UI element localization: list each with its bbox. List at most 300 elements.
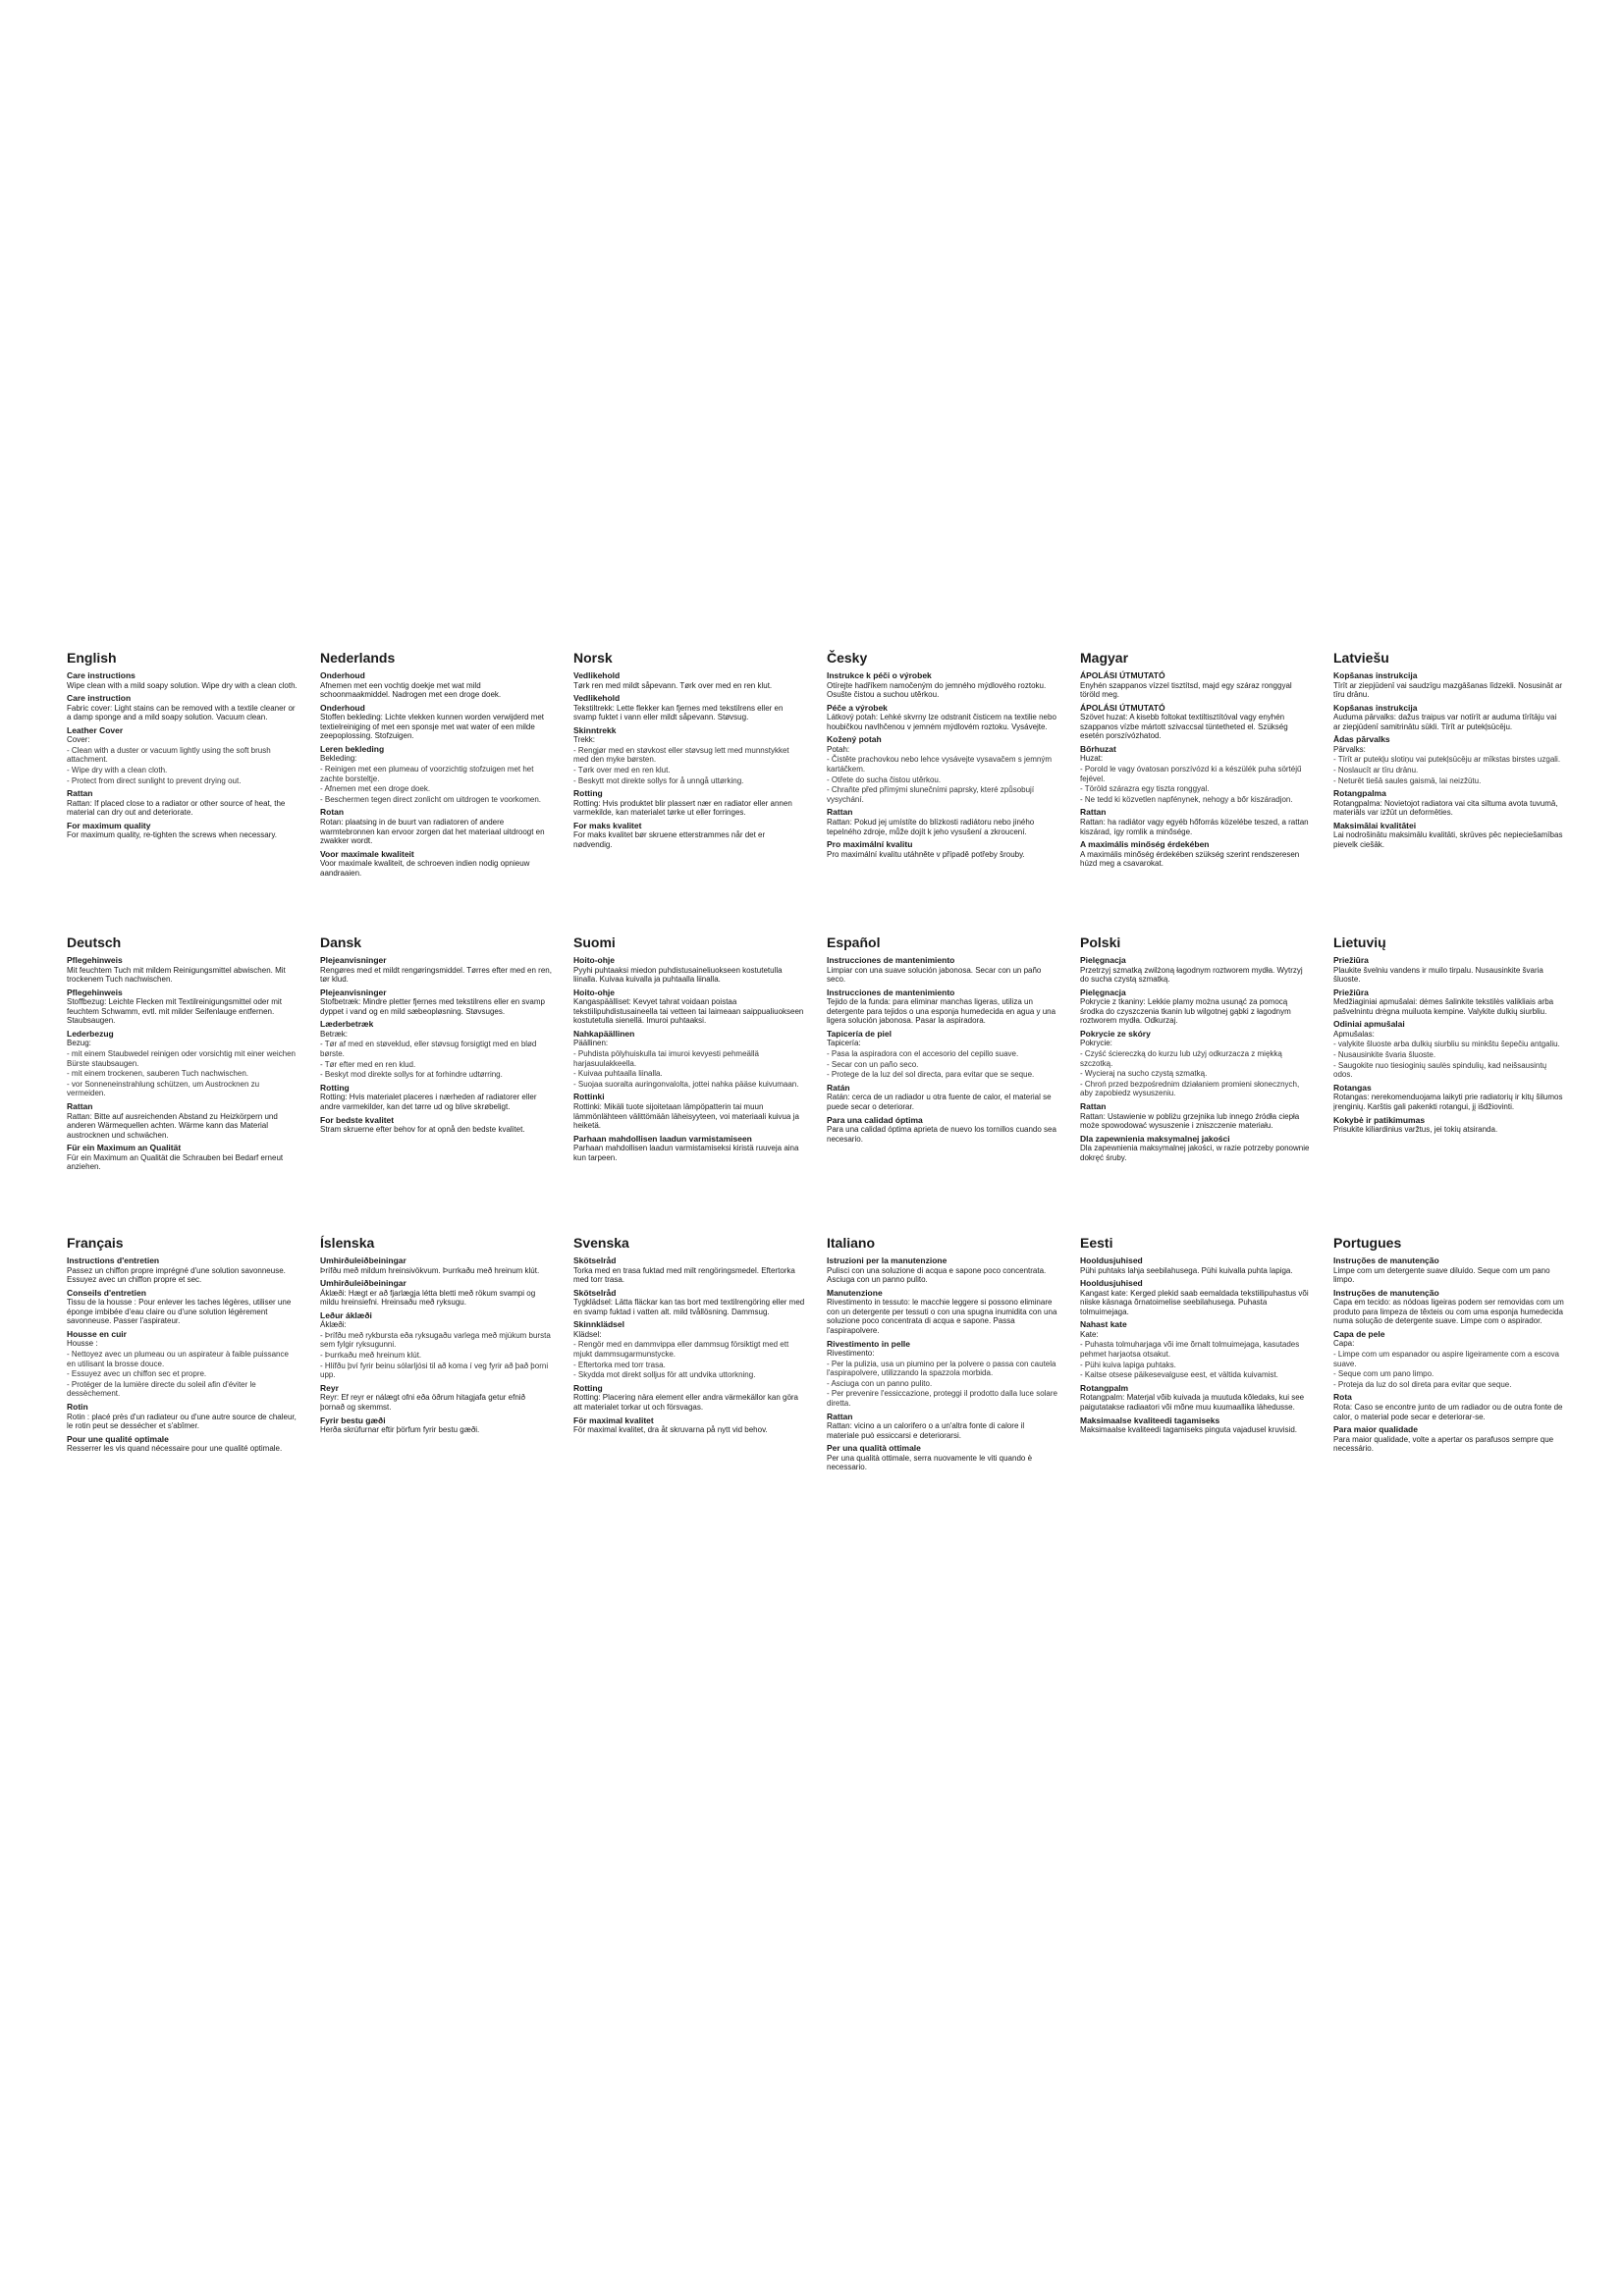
body-text: Limpe com um detergente suave diluído. Seque com um pano limpo. [1333, 1265, 1550, 1285]
body-text: Herða skrúfurnar eftir þörfum fyrir bestu gæði. [320, 1425, 480, 1435]
section-heading: Instruções de manutenção [1333, 1255, 1439, 1265]
care-section [1333, 734, 1565, 785]
bullet-line: - Wycieraj na sucho czystą szmatką. [1080, 1069, 1208, 1079]
body-text: Betræk: [320, 1029, 349, 1039]
care-section [1080, 703, 1312, 741]
language-heading: Español [827, 934, 881, 950]
body-text: Pulisci con una soluzione di acqua e sapone poco concentrata. Asciuga con un panno pulito. [827, 1265, 1047, 1285]
body-text: Ratán: cerca de un radiador u otra fuente de calor, el material se puede secar o deteriorar. [827, 1093, 1052, 1111]
body-text: Rattan: ha radiátor vagy egyéb hőforrás közelébe teszed, a rattan kiszárad, így romlik a minősége. [1080, 817, 1309, 836]
body-text: Fabric cover: Light stains can be removed with a textile cleaner or a damp sponge and a mild soapy solution. Vacuum clean. [67, 703, 296, 722]
language-block [573, 1235, 805, 1438]
section-heading: Priežiūra [1333, 987, 1369, 997]
section-heading: Care instruction [67, 693, 132, 704]
body-text: Rotangas: nerekomenduojama laikyti prie radiatorių ir kitų šilumos įrenginių. Karštis gali pakenkti rotangui, jį išdžiovinti. [1333, 1093, 1563, 1111]
section-heading: Rota [1333, 1392, 1352, 1403]
section-heading: Istruzioni per la manutenzione [827, 1255, 947, 1265]
bullet-line: - Limpe com um espanador ou aspire ligeiramente com a escova suave. [1333, 1350, 1559, 1368]
section-heading: Kokybė ir patikimumas [1333, 1114, 1426, 1125]
body-text: Stram skruerne efter behov for at opnå den bedste kvalitet. [320, 1125, 525, 1135]
care-section [1333, 1255, 1565, 1285]
body-text: Áklæði: [320, 1320, 347, 1330]
section-heading: Para maior qualidade [1333, 1424, 1418, 1435]
care-section [827, 1115, 1058, 1145]
section-heading: Pielęgnacja [1080, 955, 1126, 965]
section-heading: Lederbezug [67, 1028, 114, 1039]
care-section [67, 821, 298, 840]
section-heading: Maksimālai kvalitātei [1333, 820, 1417, 830]
care-section [1080, 839, 1312, 869]
bullet-line: - Suojaa suoralta auringonvalolta, jottei nahka pääse kuivumaan. [573, 1079, 799, 1089]
body-text: Rivestimento in tessuto: le macchie leggere si possono eliminare con un detergente per tessuti o con una spugna inumidita con una soluzione poco concentrata di acqua e sapone. Passa l'aspirapolvere. [827, 1298, 1057, 1335]
care-section [827, 1288, 1058, 1336]
care-section [320, 988, 552, 1017]
body-text: Apmušalas: [1333, 1029, 1375, 1039]
care-section [1333, 1019, 1565, 1079]
section-heading: Rattan [827, 807, 853, 818]
care-section [1333, 788, 1565, 818]
body-text: Capa: [1333, 1339, 1355, 1349]
care-section [320, 703, 552, 741]
care-section [320, 1310, 552, 1380]
section-heading: Instrucciones de mantenimiento [827, 955, 955, 965]
care-section [1333, 988, 1565, 1017]
care-section [573, 788, 805, 818]
section-heading: Para una calidad óptima [827, 1114, 923, 1125]
body-text: Tejido de la funda: para eliminar manchas ligeras, utiliza un detergente para tejidos o una esponja humedecida en agua y una ligera solución jabonosa. Pasar la aspiradora. [827, 997, 1056, 1026]
body-text: Maksimaalse kvaliteedi tagamiseks pinguta vajadusel kruvisid. [1080, 1425, 1297, 1435]
section-heading: Capa de pele [1333, 1328, 1385, 1339]
bullet-line: - Asciuga con un panno pulito. [827, 1378, 933, 1388]
bullet-line: - Puhasta tolmuharjaga või ime õrnalt tolmuimejaga, kasutades pehmet harjaotsa otsakut. [1080, 1340, 1300, 1360]
care-section [573, 1288, 805, 1317]
section-heading: For maks kvalitet [573, 820, 642, 830]
care-section [320, 744, 552, 804]
section-heading: Læderbetræk [320, 1019, 374, 1030]
language-heading: Svenska [573, 1235, 629, 1251]
language-block [573, 934, 805, 1165]
body-text: Szövet huzat: A kisebb foltokat textiltisztítóval vagy enyhén szappanos vízbe mártott szivaccsal tüntetheted el. Szükség esetén porszívózhatod. [1080, 713, 1288, 741]
body-text: Trekk: [573, 735, 595, 745]
body-text: Rotting: Placering nära element eller andra värmekällor kan göra att materialet torkar ut och försvagas. [573, 1393, 799, 1412]
body-text: Für ein Maximum an Qualität die Schrauben bei Bedarf erneut anziehen. [67, 1152, 284, 1172]
bullet-line: - Neturēt tiešā saules gaismā, lai neizžūtu. [1333, 775, 1482, 785]
language-block [320, 650, 552, 881]
section-heading: Dla zapewnienia maksymalnej jakości [1080, 1133, 1230, 1144]
language-block [67, 934, 298, 1175]
language-heading: Magyar [1080, 650, 1129, 666]
body-text: Stofbetræk: Mindre pletter fjernes med tekstilrens eller en svamp dyppet i vand og en mild sæbeopløsning. Støvsuges. [320, 997, 545, 1016]
section-heading: Umhirðuleiðbeiningar [320, 1255, 406, 1265]
section-heading: Bőrhuzat [1080, 743, 1116, 754]
bullet-line: - Nettoyez avec un plumeau ou un aspirateur à faible puissance en utilisant la brosse douce. [67, 1350, 289, 1368]
section-heading: Rattan [1080, 1101, 1107, 1112]
care-section [827, 839, 1058, 859]
bullet-line: - Beschermen tegen direct zonlicht om uitdrogen te voorkomen. [320, 794, 542, 804]
body-text: Cover: [67, 735, 90, 745]
care-section [1080, 670, 1312, 700]
bullet-line: - Proteja da luz do sol direta para evitar que seque. [1333, 1379, 1512, 1389]
section-heading: Leður áklæði [320, 1309, 372, 1320]
care-section [67, 788, 298, 818]
care-section [1333, 955, 1565, 985]
body-text: Päällinen: [573, 1039, 609, 1048]
bullet-line: - Secar con un paño seco. [827, 1059, 919, 1069]
bullet-line: - Per la pulizia, usa un piumino per la polvere o passa con cautela l'aspirapolvere, utilizzando la spazzola morbida. [827, 1359, 1056, 1378]
care-section [1333, 670, 1565, 700]
care-section [827, 988, 1058, 1026]
care-section [320, 1019, 552, 1079]
section-heading: For maximum quality [67, 820, 151, 830]
language-block [1080, 934, 1312, 1165]
care-section [573, 670, 805, 690]
bullet-line: - Reinigen met een plumeau of voorzichtig stofzuigen met het zachte borsteltje. [320, 765, 534, 783]
care-section [1333, 1329, 1565, 1389]
section-heading: Instrucciones de mantenimiento [827, 987, 955, 997]
section-heading: Rotin [67, 1402, 88, 1413]
care-section [1080, 988, 1312, 1026]
section-heading: Nahkapäällinen [573, 1028, 635, 1039]
care-section [827, 1412, 1058, 1441]
language-block [320, 1235, 552, 1438]
language-block [67, 650, 298, 843]
care-section [1080, 1134, 1312, 1163]
body-text: Klädsel: [573, 1329, 602, 1339]
body-text: Tygklädsel: Lätta fläckar kan tas bort med textilrengöring eller med en svamp fuktad i vatten alt. mild tvållösning. Dammsug. [573, 1298, 805, 1316]
body-text: Bezug: [67, 1039, 91, 1048]
care-section [1333, 1288, 1565, 1326]
section-heading: Skötselråd [573, 1255, 617, 1265]
body-text: Reyr: Ef reyr er nálægt ofni eða öðrum hitagjafa getur efnið þornað og skemmst. [320, 1393, 525, 1412]
care-section [1333, 703, 1565, 732]
language-block [1333, 650, 1565, 853]
care-section [573, 988, 805, 1026]
care-section [320, 955, 552, 985]
section-heading: Tapicería de piel [827, 1028, 892, 1039]
section-heading: Rotting [573, 1382, 603, 1393]
body-text: For maks kvalitet bør skruene etterstrammes når det er nødvendig. [573, 830, 766, 850]
care-section [827, 670, 1058, 700]
care-section [1333, 1083, 1565, 1112]
section-heading: Umhirðuleiðbeiningar [320, 1278, 406, 1289]
bullet-line: - Rengör med en dammvippa eller dammsug försiktigt med ett mjukt dammsugarmunstycke. [573, 1340, 789, 1360]
section-heading: Plejeanvisninger [320, 987, 387, 997]
body-text: Pokrycie: [1080, 1039, 1112, 1048]
section-heading: ÁPOLÁSI ÚTMUTATÓ [1080, 670, 1165, 680]
language-block [827, 650, 1058, 862]
care-section [1333, 1392, 1565, 1421]
care-section [67, 1402, 298, 1431]
section-heading: Rotting [320, 1082, 350, 1093]
care-section [573, 1029, 805, 1089]
section-heading: Pour une qualité optimale [67, 1433, 169, 1444]
language-heading: English [67, 650, 117, 666]
care-section [67, 1143, 298, 1172]
bullet-line: - mit einem trockenen, sauberen Tuch nachwischen. [67, 1069, 248, 1079]
section-heading: Hoito-ohje [573, 987, 616, 997]
bullet-line: - Clean with a duster or vacuum lightly using the soft brush attachment. [67, 745, 271, 765]
care-section [827, 1339, 1058, 1409]
care-section [67, 693, 298, 722]
section-heading: Onderhoud [320, 702, 365, 713]
bullet-line: - Per prevenire l'essiccazione, proteggi il prodotto dalla luce solare diretta. [827, 1389, 1057, 1409]
language-block [827, 1235, 1058, 1475]
care-section [1080, 1029, 1312, 1098]
bullet-line: - Tørk over med en ren klut. [573, 766, 671, 775]
section-heading: Fyrir bestu gæði [320, 1415, 386, 1425]
care-section [1080, 955, 1312, 985]
section-heading: Rattan [67, 1101, 93, 1112]
language-heading: Suomi [573, 934, 616, 950]
body-text: Rotting: Hvis produktet blir plassert nær en radiator eller annen varmekilde, kan materialet tørke ut eller forringes. [573, 798, 792, 818]
care-section [573, 1383, 805, 1413]
bullet-line: - Porold le vagy óvatosan porszívózd ki a készülék puha sörtéjű fejével. [1080, 765, 1302, 783]
bullet-line: - Saugokite nuo tiesioginių saulės spindulių, kad neišsausintų odos. [1333, 1060, 1547, 1080]
body-text: Pārvalks: [1333, 744, 1366, 754]
care-section [573, 1134, 805, 1163]
bullet-line: - Tør af med en støveklud, eller støvsug forsigtigt med en blød børste. [320, 1040, 537, 1059]
section-heading: Pokrycie ze skóry [1080, 1028, 1151, 1039]
body-text: Torka med en trasa fuktad med milt rengöringsmedel. Eftertorka med torr trasa. [573, 1265, 795, 1285]
body-text: Lai nodrošinātu maksimālu kvalitāti, skrūves pēc nepieciešamības pievelk ciešāk. [1333, 830, 1563, 850]
body-text: A maximális minőség érdekében szükség szerint rendszeresen húzd meg a csavarokat. [1080, 849, 1300, 869]
language-heading: Nederlands [320, 650, 396, 666]
language-heading: Lietuvių [1333, 934, 1386, 950]
body-text: Pro maximální kvalitu utáhněte v případě potřeby šrouby. [827, 849, 1025, 859]
language-block [1333, 934, 1565, 1138]
language-heading: Latviešu [1333, 650, 1389, 666]
section-heading: Hooldusjuhised [1080, 1255, 1143, 1265]
care-section [320, 807, 552, 845]
section-heading: Reyr [320, 1382, 339, 1393]
bullet-line: - Tør efter med en ren klud. [320, 1059, 416, 1069]
body-text: Plaukite švelniu vandens ir muilo tirpalu. Nusausinkite švaria šluoste. [1333, 965, 1543, 985]
care-section [827, 1255, 1058, 1285]
body-text: Potah: [827, 744, 850, 754]
section-heading: Leren bekleding [320, 743, 385, 754]
body-text: Látkový potah: Lehké skvrny lze odstranit čisticem na textilie nebo houbičkou navlhčenou v jemném mýdlovém roztoku. Vysávejte. [827, 713, 1056, 731]
bullet-line: - Kuivaa puhtaalla liinalla. [573, 1069, 663, 1079]
body-text: Dla zapewnienia maksymalnej jakości, w razie potrzeby ponownie dokręć śruby. [1080, 1144, 1310, 1162]
bullet-line: - Protéger de la lumière directe du soleil afin d'éviter le dessèchement. [67, 1379, 256, 1399]
section-heading: A maximális minőség érdekében [1080, 839, 1210, 850]
section-heading: For bedste kvalitet [320, 1114, 395, 1125]
body-text: Rengøres med et mildt rengøringsmiddel. Tørres efter med en ren, tør klud. [320, 965, 552, 985]
section-heading: Instructions d'entretien [67, 1255, 160, 1265]
bullet-line: - Protege de la luz del sol directa, para evitar que se seque. [827, 1070, 1035, 1080]
body-text: Tīrīt ar ziepjūdenī vai saudzīgu mazgāšanas līdzekli. Nosusināt ar tīru drānu. [1333, 680, 1563, 700]
section-heading: Rattan [67, 788, 93, 799]
body-text: Rattan: If placed close to a radiator or other source of heat, the material can dry out and deteriorate. [67, 798, 286, 818]
language-block [1080, 1235, 1312, 1438]
care-section [1080, 1383, 1312, 1413]
care-section [1080, 1415, 1312, 1435]
body-text: Kate: [1080, 1329, 1099, 1339]
care-section [827, 1029, 1058, 1080]
care-section [67, 988, 298, 1026]
section-heading: Pflegehinweis [67, 955, 123, 965]
section-heading: Voor maximale kwaliteit [320, 848, 414, 859]
section-heading: Vedlikehold [573, 693, 621, 704]
bullet-line: - valykite šluoste arba dulkių siurbliu su minkštu šepečiu antgaliu. [1333, 1040, 1560, 1049]
body-text: Rivestimento: [827, 1349, 875, 1359]
care-section [67, 670, 298, 690]
section-heading: Pflegehinweis [67, 987, 123, 997]
body-text: Resserrer les vis quand nécessaire pour une qualité optimale. [67, 1444, 283, 1454]
care-section [573, 1092, 805, 1130]
language-heading: Polski [1080, 934, 1121, 950]
body-text: Medžiaginiai apmušalai: dėmes šalinkite tekstilės valikliais arba pašvelnintu drėgna muiluota kempine. Valykite dulkių siurbliu. [1333, 997, 1554, 1016]
bullet-line: - Þrífðu með rykbursta eða ryksugaðu varlega með mjúkum bursta sem fylgir ryksugunni. [320, 1330, 551, 1350]
body-text: Kangaspäälliset: Kevyet tahrat voidaan poistaa tekstiilipuhdistusaineella tai vetteen tai laimeaan saippualiuokseen kostutetulla sienellä. Imuroi puhtaaksi. [573, 997, 804, 1026]
language-heading: Česky [827, 650, 868, 666]
body-text: Þrífðu með mildum hreinsivökvum. Þurrkaðu með hreinum klút. [320, 1265, 540, 1275]
section-heading: Instrukce k péči o výrobek [827, 670, 932, 680]
section-heading: ÁPOLÁSI ÚTMUTATÓ [1080, 702, 1165, 713]
body-text: Passez un chiffon propre imprégné d'une solution savonneuse. Essuyez avec un chiffon propre et sec. [67, 1265, 286, 1285]
section-heading: Rattan [827, 1411, 853, 1421]
bullet-line: - Otřete do sucha čistou utěrkou. [827, 774, 942, 784]
body-text: Voor maximale kwaliteit, de schroeven indien nodig opnieuw aandraaien. [320, 859, 530, 878]
body-text: Stoffen bekleding: Lichte vlekken kunnen worden verwijderd met textielreiniging of met een sponsje met wat water of een milde zeepoplossing. Stofzuigen. [320, 713, 544, 741]
section-heading: Odiniai apmušalai [1333, 1019, 1405, 1030]
language-block [573, 650, 805, 853]
language-block [67, 1235, 298, 1457]
section-heading: Für ein Maximum an Qualität [67, 1143, 182, 1153]
body-text: Rattan: Ustawienie w pobliżu grzejnika lub innego źródła ciepła może spowodować wysuszenie i zniszczenie materiału. [1080, 1111, 1300, 1131]
body-text: Przetrzyj szmatką zwilżoną łagodnym roztworem mydła. Wytrzyj do sucha czystą szmatką. [1080, 965, 1303, 985]
bullet-line: - mit einem Staubwedel reinigen oder vorsichtig mit einer weichen Bürste staubsaugen. [67, 1049, 296, 1068]
care-section [320, 1083, 552, 1112]
section-heading: Vedlikehold [573, 670, 621, 680]
bullet-line: - Pasa la aspiradora con el accesorio del cepillo suave. [827, 1049, 1019, 1059]
body-text: Auduma pārvalks: dažus traipus var notīrīt ar auduma tīrītāju vai ar ziepjūdenī samitrinātu sūkli. Tīrīt ar putekļsūcēju. [1333, 713, 1557, 731]
body-text: Tissu de la housse : Pour enlever les taches légères, utiliser une éponge imbibée d'eau claire ou d'une solution légèrement savonneuse. Passer l'aspirateur. [67, 1298, 292, 1326]
bullet-line: - Noslaucīt ar tīru drānu. [1333, 766, 1419, 775]
care-section [573, 1255, 805, 1285]
care-section [320, 1415, 552, 1435]
section-heading: Ratán [827, 1082, 850, 1093]
care-section [827, 1083, 1058, 1112]
care-section [67, 955, 298, 985]
body-text: For maximum quality, re-tighten the screws when necessary. [67, 830, 278, 840]
body-text: Stoffbezug: Leichte Flecken mit Textilreinigungsmittel oder mit feuchtem Schwamm, evtl. mit milder Seifenlauge entfernen. Staubsaugen. [67, 997, 282, 1026]
body-text: Pühi puhtaks lahja seebilahusega. Pühi kuivalla puhta lapiga. [1080, 1265, 1293, 1275]
section-heading: Rotangas [1333, 1082, 1372, 1093]
care-section [573, 693, 805, 722]
bullet-line: - Chroń przed bezpośrednim działaniem promieni słonecznych, aby zapobiedz wysuszeniu. [1080, 1079, 1300, 1098]
care-section [67, 1029, 298, 1098]
bullet-line: - Čistěte prachovkou nebo lehce vysávejte vysavačem s jemným kartáčkem. [827, 755, 1052, 774]
section-heading: Per una qualità ottimale [827, 1443, 921, 1454]
body-text: Otírejte hadříkem namočeným do jemného mýdlového roztoku. Osušte čistou a suchou utěrkou. [827, 680, 1047, 700]
body-text: Mit feuchtem Tuch mit mildem Reinigungsmittel abwischen. Mit trockenem Tuch nachwischen. [67, 965, 286, 985]
section-heading: Manutenzione [827, 1287, 883, 1298]
section-heading: Pro maximální kvalitu [827, 839, 913, 850]
section-heading: Kopšanas instrukcija [1333, 702, 1418, 713]
body-text: Tørk ren med mildt såpevann. Tørk over med en ren klut. [573, 680, 773, 690]
language-heading: Íslenska [320, 1235, 375, 1251]
section-heading: Skinnklädsel [573, 1319, 624, 1330]
care-section [1080, 1255, 1312, 1275]
section-heading: Ādas pārvalks [1333, 734, 1390, 745]
section-heading: Péče a výrobek [827, 702, 888, 713]
body-text: Housse : [67, 1339, 98, 1349]
care-section [827, 955, 1058, 985]
section-heading: Parhaan mahdollisen laadun varmistamiseen [573, 1133, 752, 1144]
language-heading: Italiano [827, 1235, 876, 1251]
care-section [573, 1319, 805, 1379]
bullet-line: - Kaitse otsese päikesevalguse eest, et vältida kuivamist. [1080, 1370, 1278, 1380]
bullet-line: - Seque com um pano limpo. [1333, 1369, 1435, 1379]
bullet-line: - Beskyt mod direkte sollys for at forhindre udtørring. [320, 1070, 503, 1080]
section-heading: Skötselråd [573, 1287, 617, 1298]
care-section [320, 1383, 552, 1413]
section-heading: För maximal kvalitet [573, 1415, 654, 1425]
care-section [573, 1415, 805, 1435]
care-section [573, 725, 805, 785]
section-heading: Rotan [320, 807, 345, 818]
body-text: Rotin : placé près d'un radiateur ou d'une autre source de chaleur, le rotin peut se dessécher et s'abîmer. [67, 1412, 297, 1431]
bullet-line: - Protect from direct sunlight to prevent drying out. [67, 775, 242, 785]
body-text: Rottinki: Mikäli tuote sijoitetaan lämpöpatterin tai muun lämmönlähteen välittömään läheisyyteen, voi materiaali kuivua ja heiketä. [573, 1101, 799, 1131]
care-section [573, 821, 805, 850]
body-text: Afnemen met een vochtig doekje met wat mild schoonmaakmiddel. Nadrogen met een droge doek. [320, 680, 502, 700]
bullet-line: - Chraňte před přímými slunečními paprsky, které způsobují vysychání. [827, 785, 1035, 804]
care-section [1080, 807, 1312, 836]
section-heading: Onderhoud [320, 670, 365, 680]
care-section [573, 955, 805, 985]
care-section [320, 849, 552, 879]
body-text: Rotan: plaatsing in de buurt van radiatoren of andere warmtebronnen kan ervoor zorgen dat het materiaal uitdroogt en zwakker wordt. [320, 817, 545, 846]
section-heading: Care instructions [67, 670, 135, 680]
care-section [827, 703, 1058, 732]
care-section [320, 1115, 552, 1135]
section-heading: Kopšanas instrukcija [1333, 670, 1418, 680]
bullet-line: - Skydda mot direkt solljus för att undvika uttorkning. [573, 1370, 756, 1380]
body-text: Tekstiltrekk: Lette flekker kan fjernes med tekstilrens eller en svamp fuktet i vann eller mildt såpevann. Støvsug. [573, 703, 784, 722]
care-section [67, 725, 298, 785]
care-section [67, 1288, 298, 1326]
section-heading: Priežiūra [1333, 955, 1369, 965]
bullet-line: - Töröld szárazra egy tiszta ronggyal. [1080, 784, 1210, 794]
body-text: Rotangpalm: Materjal võib kuivada ja muutuda kõledaks, kui see paigutatakse radiaatori või mõne muu kuumaallika lähedusse. [1080, 1393, 1305, 1412]
care-section [67, 1329, 298, 1399]
bullet-line: - Nusausinkite švaria šluoste. [1333, 1050, 1436, 1060]
body-text: Parhaan mahdollisen laadun varmistamiseksi kiristä ruuveja aina kun tarpeen. [573, 1144, 799, 1162]
bullet-line: - Hlífðu því fyrir beinu sólarljósi til að koma í veg fyrir að það þorni upp. [320, 1361, 549, 1380]
section-heading: Rottinki [573, 1092, 605, 1102]
care-section [320, 1278, 552, 1308]
section-heading: Instruções de manutenção [1333, 1287, 1439, 1298]
section-heading: Rotangpalma [1333, 788, 1386, 799]
section-heading: Conseils d'entretien [67, 1287, 146, 1298]
body-text: Kangast kate: Kerged plekid saab eemaldada tekstiilipuhastus või niiske käsnaga õrnatoimelise seebilahusega. Puhasta tolmuimejaga. [1080, 1288, 1309, 1316]
body-text: Rattan: Pokud jej umístíte do blízkosti radiátoru nebo jiného tepelného zdroje, může dojít k jeho vysušení a zkroucení. [827, 817, 1035, 836]
care-section [1333, 1115, 1565, 1135]
bullet-line: - Eftertorka med torr trasa. [573, 1360, 666, 1369]
care-section [827, 1443, 1058, 1472]
section-heading: Nahast kate [1080, 1319, 1127, 1330]
section-heading: Hoito-ohje [573, 955, 616, 965]
care-section [1080, 1101, 1312, 1131]
care-section [1080, 1319, 1312, 1379]
language-heading: Eesti [1080, 1235, 1113, 1251]
body-text: Áklæði: Hægt er að fjarlægja létta bletti með rökum svampi og mildu hreinsiefni. Hreinsaðu með ryksugu. [320, 1288, 536, 1308]
bullet-line: - Rengjør med en støvkost eller støvsug lett med munnstykket med den myke børsten. [573, 745, 789, 765]
bullet-line: - vor Sonneneinstrahlung schützen, um Austrocknen zu vermeiden. [67, 1079, 260, 1098]
bullet-line: - Þurrkaðu með hreinum klút. [320, 1351, 422, 1361]
